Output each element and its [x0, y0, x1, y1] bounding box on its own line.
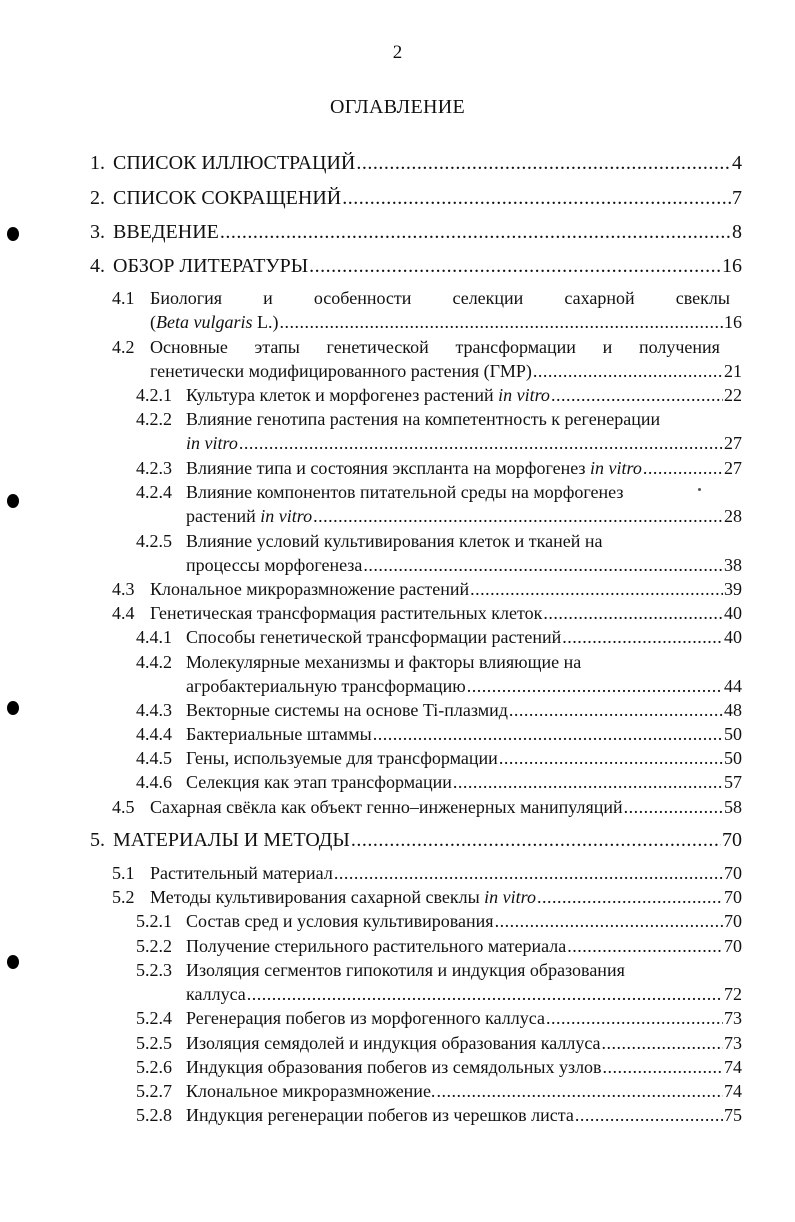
leader-dots — [436, 1081, 723, 1102]
toc-title: ОБЗОР ЛИТЕРАТУРЫ — [113, 255, 309, 277]
toc-title: Культура клеток и морфогенез растений in vitro — [186, 385, 550, 405]
toc-entry-4-3[interactable] — [112, 579, 742, 600]
toc-number: 4.4.1 — [136, 627, 172, 647]
toc-title: Состав сред и условия культивирования — [186, 911, 494, 931]
toc-title-cont: растений in vitro — [186, 506, 313, 526]
toc-number: 4.1 — [112, 288, 135, 308]
leader-dots — [643, 458, 723, 479]
toc-title-word: Биология — [150, 288, 223, 308]
toc-number: 4.4.3 — [136, 700, 172, 720]
leader-dots — [562, 627, 723, 648]
toc-page: 28 — [724, 506, 742, 526]
toc-title-cont: (Beta vulgaris L.) — [150, 312, 279, 332]
toc-number: 4.4.2 — [136, 652, 172, 672]
toc-entry-4-2-2[interactable] — [136, 409, 742, 430]
toc-entry-4-2-continuation[interactable] — [150, 361, 742, 382]
toc-entry-4-2-3[interactable] — [136, 458, 742, 479]
toc-title-word: и — [602, 337, 613, 357]
toc-entry-4-2[interactable] — [112, 337, 742, 358]
toc-number: 5.2.2 — [136, 936, 172, 956]
leader-dots — [373, 724, 723, 745]
toc-title: Бактериальные штаммы — [186, 724, 372, 744]
toc-title: Влияние условий культивирования клеток и тканей на — [186, 531, 603, 551]
toc-number: 5.2.5 — [136, 1033, 172, 1053]
toc-number: 4.4.5 — [136, 748, 172, 768]
toc-title: Клональное микроразмножение. — [186, 1081, 436, 1101]
leader-dots — [470, 579, 723, 600]
leader-dots — [363, 555, 723, 576]
toc-entry-5-2-4[interactable] — [136, 1008, 742, 1029]
page-number: 2 — [392, 42, 403, 63]
toc-title-word: получения — [638, 337, 720, 357]
toc-page: 16 — [724, 312, 742, 332]
leader-dots — [351, 829, 721, 852]
leader-dots — [543, 603, 723, 624]
toc-entry-5-1[interactable] — [112, 863, 742, 884]
toc-entry-5[interactable] — [90, 829, 742, 852]
leader-dots — [313, 506, 723, 527]
binder-hole-mark — [7, 227, 19, 241]
toc-entry-4-4-6[interactable] — [136, 772, 742, 793]
toc-page: 39 — [724, 579, 742, 599]
toc-entry-5-2-8[interactable] — [136, 1105, 742, 1126]
toc-entry-4-4-1[interactable] — [136, 627, 742, 648]
toc-entry-4-1-continuation[interactable] — [150, 312, 742, 333]
toc-title-word: Основные — [150, 337, 228, 357]
leader-dots — [537, 887, 723, 908]
binder-hole-mark — [7, 494, 19, 508]
toc-page: 27 — [724, 458, 742, 478]
leader-dots — [533, 361, 723, 382]
toc-title-word: и — [263, 288, 273, 308]
leader-dots — [567, 936, 723, 957]
leader-dots — [509, 700, 723, 721]
toc-entry-5-2-5[interactable] — [136, 1033, 742, 1054]
toc-page: 70 — [724, 863, 742, 883]
toc-page: 48 — [724, 700, 742, 720]
toc-title-cont: агробактериальную трансформацию — [186, 676, 466, 696]
toc-page: 38 — [724, 555, 742, 575]
leader-dots — [499, 748, 723, 769]
toc-title-cont: каллуса — [186, 984, 246, 1004]
leader-dots — [220, 221, 731, 244]
toc-number: 5.2 — [112, 887, 135, 907]
leader-dots — [603, 1057, 723, 1078]
toc-page: 70 — [724, 911, 742, 931]
toc-title: Генетическая трансформация растительных клеток — [150, 603, 543, 623]
toc-page: 70 — [724, 887, 742, 907]
toc-number: 5.2.1 — [136, 911, 172, 931]
toc-title: СПИСОК СОКРАЩЕНИЙ — [113, 187, 342, 209]
toc-page: 70 — [724, 936, 742, 956]
toc-entry-5-2-7[interactable] — [136, 1081, 742, 1102]
toc-page: 40 — [724, 603, 742, 623]
toc-title: Гены, используемые для трансформации — [186, 748, 498, 768]
leader-dots — [239, 433, 723, 454]
toc-number: 5.1 — [112, 863, 135, 883]
toc-title: Растительный материал — [150, 863, 333, 883]
toc-title-cont: in vitro — [186, 433, 238, 453]
binder-hole-mark — [7, 955, 19, 969]
leader-dots — [342, 187, 731, 210]
toc-page: 44 — [724, 676, 742, 696]
toc-number: 4. — [90, 255, 105, 277]
toc-page: 7 — [732, 187, 742, 209]
toc-title: Получение стерильного растительного материала — [186, 936, 567, 956]
toc-number: 4.4.4 — [136, 724, 172, 744]
page-title: ОГЛАВЛЕНИЕ — [330, 96, 465, 118]
toc-page: 16 — [722, 255, 742, 277]
leader-dots — [280, 312, 724, 333]
binder-hole-mark — [7, 701, 19, 715]
toc-number: 2. — [90, 187, 105, 209]
toc-page: 74 — [724, 1057, 742, 1077]
toc-page: 58 — [724, 797, 742, 817]
toc-title-word: этапы — [254, 337, 300, 357]
toc-title: СПИСОК ИЛЛЮСТРАЦИЙ — [113, 152, 356, 174]
toc-number: 5.2.7 — [136, 1081, 172, 1101]
toc-page: 4 — [732, 152, 742, 174]
toc-page: 73 — [724, 1033, 742, 1053]
toc-number: 4.3 — [112, 579, 135, 599]
toc-entry-4-2-5-continuation[interactable] — [186, 555, 742, 576]
toc-page: 8 — [732, 221, 742, 243]
toc-entry-1[interactable] — [90, 152, 742, 175]
toc-title-word: селекции — [452, 288, 524, 308]
toc-number: 4.2 — [112, 337, 135, 357]
toc-page: 22 — [724, 385, 742, 405]
toc-title: Изоляция семядолей и индукция образования каллуса — [186, 1033, 601, 1053]
toc-entry-4-1[interactable] — [112, 288, 742, 309]
toc-title: Клональное микроразмножение растений — [150, 579, 470, 599]
leader-dots — [453, 772, 723, 793]
toc-entry-3[interactable] — [90, 221, 742, 244]
toc-number: 5.2.8 — [136, 1105, 172, 1125]
toc-entry-4-4-3[interactable] — [136, 700, 742, 721]
toc-number: 1. — [90, 152, 105, 174]
leader-dots — [309, 255, 721, 278]
toc-page: 72 — [724, 984, 742, 1004]
leader-dots — [575, 1105, 723, 1126]
leader-dots — [551, 385, 723, 406]
toc-title: Сахарная свёкла как объект генно–инженерных манипуляций — [150, 797, 623, 817]
toc-title: Индукция образования побегов из семядольных узлов — [186, 1057, 602, 1077]
toc-number: 4.2.4 — [136, 482, 172, 502]
toc-entry-5-2-6[interactable] — [136, 1057, 742, 1078]
toc-entry-4-4-5[interactable] — [136, 748, 742, 769]
toc-title-word: генетической — [326, 337, 429, 357]
toc-title: Селекция как этап трансформации — [186, 772, 452, 792]
toc-number: 3. — [90, 221, 105, 243]
toc-entry-4-2-2-continuation[interactable] — [186, 433, 742, 454]
toc-title-word: сахарной — [564, 288, 635, 308]
toc-title: МАТЕРИАЛЫ И МЕТОДЫ — [113, 829, 350, 851]
toc-page: 50 — [724, 724, 742, 744]
toc-entry-5-2-1[interactable] — [136, 911, 742, 932]
toc-page: 75 — [724, 1105, 742, 1125]
toc-entry-4-2-5[interactable] — [136, 531, 742, 552]
toc-number: 4.2.5 — [136, 531, 172, 551]
toc-number: 5.2.4 — [136, 1008, 172, 1028]
leader-dots — [356, 152, 731, 175]
toc-number: 4.4.6 — [136, 772, 172, 792]
toc-number: 5.2.3 — [136, 960, 172, 980]
toc-title: Способы генетической трансформации растений — [186, 627, 562, 647]
toc-title-cont: генетически модифицированного растения (ГМР) — [150, 361, 532, 381]
leader-dots — [546, 1008, 723, 1029]
toc-title: Векторные системы на основе Ti-плазмид — [186, 700, 508, 720]
scan-speck — [698, 488, 701, 491]
toc-entry-4-4-4[interactable] — [136, 724, 742, 745]
toc-title: Методы культивирования сахарной свеклы in vitro — [150, 887, 537, 907]
toc-title: Индукция регенерации побегов из черешков листа — [186, 1105, 574, 1125]
toc-entry-5-2-3[interactable] — [136, 960, 742, 981]
leader-dots — [624, 797, 723, 818]
leader-dots — [495, 911, 723, 932]
toc-entry-5-2-3-continuation[interactable] — [186, 984, 742, 1005]
toc-title: Влияние типа и состояния экспланта на морфогенез in vitro — [186, 458, 642, 478]
toc-title: Влияние генотипа растения на компетентность к регенерации — [186, 409, 661, 429]
toc-entry-4-2-4[interactable] — [136, 482, 742, 503]
toc-title-word: особенности — [313, 288, 412, 308]
toc-title-cont: процессы морфогенеза — [186, 555, 363, 575]
toc-number: 4.2.3 — [136, 458, 172, 478]
toc-number: 4.2.2 — [136, 409, 172, 429]
toc-page: 40 — [724, 627, 742, 647]
toc-page: 57 — [724, 772, 742, 792]
toc-title-word: свеклы — [675, 288, 730, 308]
leader-dots — [334, 863, 723, 884]
toc-title: Влияние компонентов питательной среды на морфогенез — [186, 482, 624, 502]
toc-entry-4-4-2[interactable] — [136, 652, 742, 673]
leader-dots — [467, 676, 723, 697]
toc-page: 21 — [724, 361, 742, 381]
toc-entry-2[interactable] — [90, 187, 742, 210]
toc-title: Изоляция сегментов гипокотиля и индукция образования — [186, 960, 625, 980]
leader-dots — [602, 1033, 723, 1054]
toc-entry-4-4-2-continuation[interactable] — [186, 676, 742, 697]
toc-entry-4-5[interactable] — [112, 797, 742, 818]
toc-entry-4[interactable] — [90, 255, 742, 278]
toc-number: 4.5 — [112, 797, 135, 817]
toc-entry-4-4[interactable] — [112, 603, 742, 624]
leader-dots — [247, 984, 723, 1005]
toc-entry-4-2-1[interactable] — [136, 385, 742, 406]
toc-title: Молекулярные механизмы и факторы влияющие на — [186, 652, 582, 672]
toc-title-word: трансформации — [455, 337, 576, 357]
toc-title: ВВЕДЕНИЕ — [113, 221, 219, 243]
toc-number: 5.2.6 — [136, 1057, 172, 1077]
toc-number: 4.4 — [112, 603, 135, 623]
toc-page: 73 — [724, 1008, 742, 1028]
toc-title: Регенерация побегов из морфогенного каллуса — [186, 1008, 545, 1028]
toc-entry-4-2-4-continuation[interactable] — [186, 506, 742, 527]
toc-page: 50 — [724, 748, 742, 768]
toc-entry-5-2[interactable] — [112, 887, 742, 908]
toc-number: 5. — [90, 829, 105, 851]
toc-entry-5-2-2[interactable] — [136, 936, 742, 957]
toc-page: 70 — [722, 829, 742, 851]
toc-number: 4.2.1 — [136, 385, 172, 405]
toc-page: 74 — [724, 1081, 742, 1101]
toc-page: 27 — [724, 433, 742, 453]
